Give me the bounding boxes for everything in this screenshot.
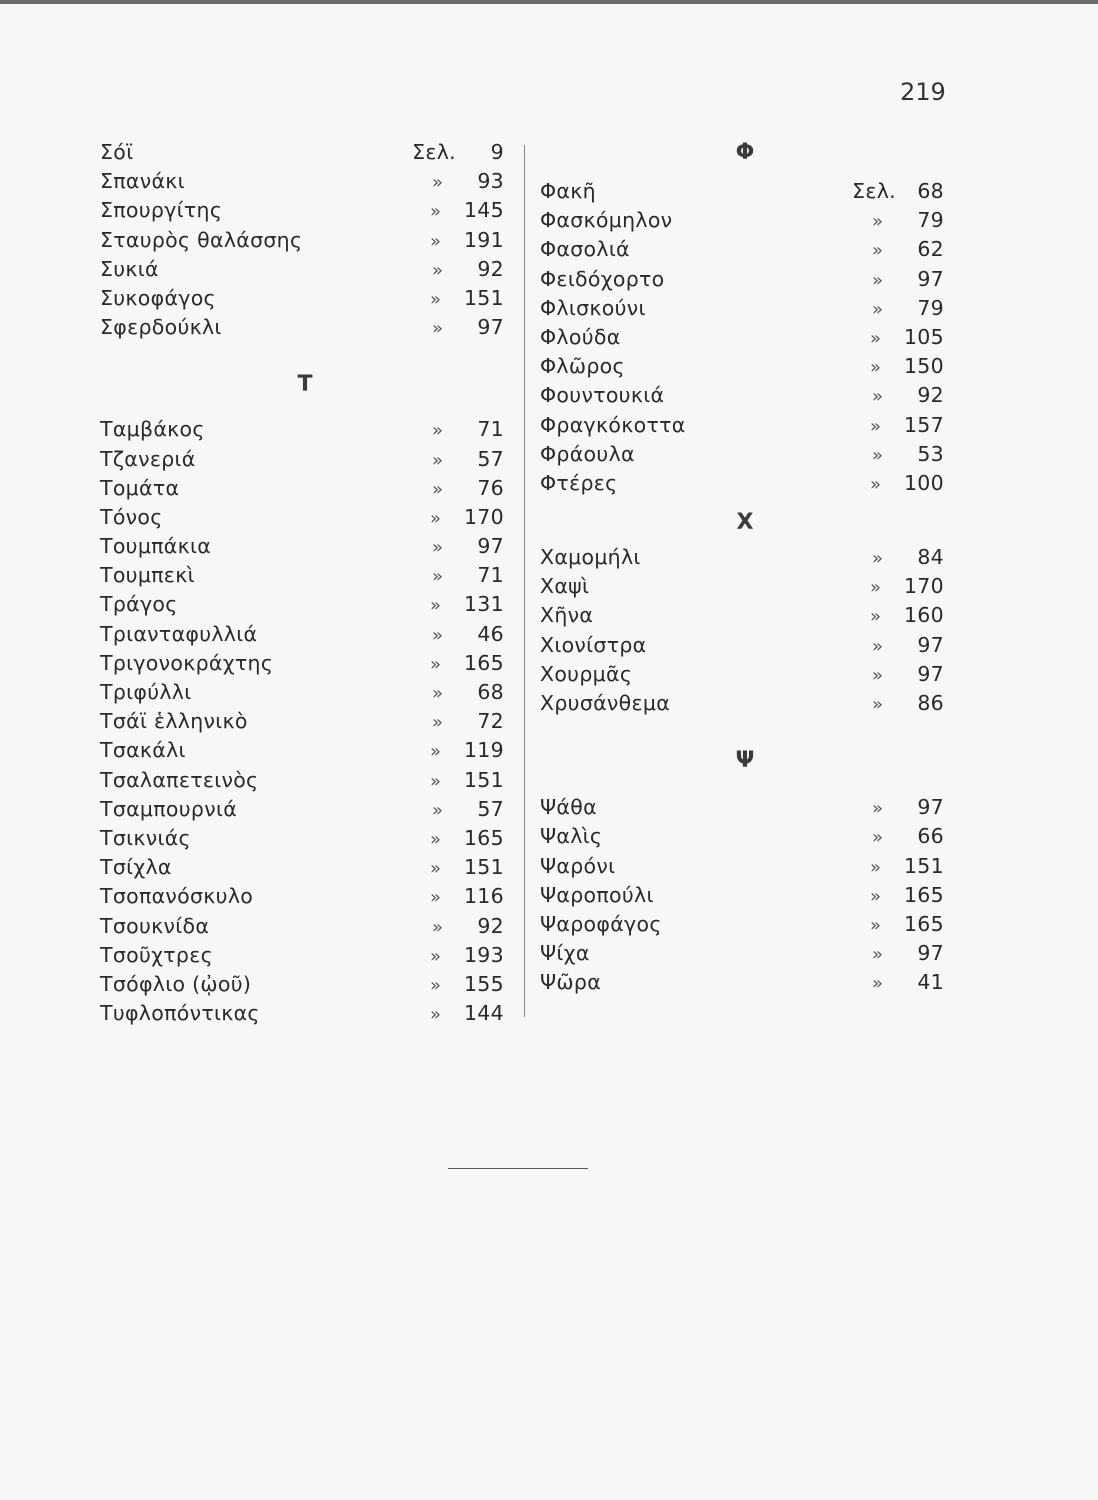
- entry-page-number: 151: [903, 853, 944, 878]
- entry-name: Σόϊ: [100, 140, 134, 164]
- entry-page-number: 160: [903, 603, 944, 628]
- entry-name: Χῆνα: [540, 603, 594, 628]
- entry-ditto-marker: »: [869, 473, 882, 495]
- entry-name: Ψαροπούλι: [540, 882, 654, 907]
- entry-name: Τομάτα: [100, 475, 180, 500]
- index-group-psi: [540, 793, 950, 997]
- index-entry: [540, 206, 950, 235]
- entry-page-number: 68: [477, 680, 504, 704]
- entry-page-ref: [872, 265, 944, 295]
- top-edge-bar: [0, 0, 1098, 4]
- entry-name: Τσοῦχτρες: [100, 942, 213, 967]
- bottom-rule: [448, 1168, 588, 1169]
- entry-ditto-marker: »: [432, 916, 444, 938]
- entry-ditto-marker: »: [429, 741, 442, 763]
- entry-page-number: 71: [477, 563, 504, 588]
- index-entry: [540, 323, 950, 352]
- entry-page-ref: [872, 689, 944, 719]
- entry-page-ref: [430, 226, 504, 256]
- entry-page-number: 57: [477, 446, 504, 471]
- entry-ditto-marker: »: [432, 172, 444, 194]
- page-number: 219: [900, 78, 946, 106]
- entry-page-ref: [870, 910, 944, 940]
- entry-page-number: 150: [903, 354, 944, 379]
- entry-ditto-marker: »: [869, 606, 882, 628]
- entry-ditto-marker: »: [429, 887, 442, 909]
- index-entry: [540, 822, 950, 851]
- index-entry: [100, 736, 510, 765]
- entry-page-number: 46: [477, 621, 504, 646]
- index-group-phi: [540, 177, 950, 498]
- entry-ditto-marker: »: [872, 798, 884, 820]
- index-entry: [100, 255, 510, 284]
- entry-name: Τυφλοπόντικας: [100, 1001, 260, 1026]
- entry-ditto-marker: »: [872, 694, 884, 715]
- entry-ditto-marker: »: [869, 856, 882, 878]
- entry-name: Τράγος: [100, 592, 178, 617]
- entry-page-number: 53: [917, 441, 944, 466]
- entry-ditto-marker: »: [432, 566, 444, 588]
- entry-name: Φλούδα: [540, 324, 621, 349]
- index-entry: [100, 882, 510, 911]
- entry-name: Χουρμᾶς: [540, 661, 633, 686]
- entry-name: Φειδόχορτο: [540, 266, 665, 291]
- entry-page-number: 62: [917, 237, 944, 262]
- entry-page-ref: [870, 411, 944, 441]
- entry-name: Τσόφλιο (ᾠοῦ): [100, 971, 252, 996]
- entry-ditto-marker: »: [429, 653, 442, 675]
- index-entry: [100, 912, 510, 941]
- entry-page-number: 100: [903, 470, 944, 495]
- entry-page-ref: [872, 543, 944, 573]
- entry-page-ref: [432, 445, 504, 475]
- entry-name: Σπανάκι: [100, 169, 185, 194]
- index-entry: [100, 766, 510, 795]
- index-entry: [100, 590, 510, 619]
- index-entry: [100, 167, 510, 196]
- entry-ditto-marker: »: [869, 415, 882, 437]
- index-entry: [100, 196, 510, 225]
- entry-name: Συκιά: [100, 256, 159, 281]
- entry-page-ref: [430, 649, 504, 679]
- entry-ditto-marker: »: [872, 973, 884, 995]
- entry-page-ref: [432, 707, 504, 737]
- entry-name: Τουμπεκὶ: [100, 563, 195, 588]
- entry-name: Τσικνιάς: [100, 825, 191, 850]
- index-entry: [100, 561, 510, 590]
- entry-ditto-marker: »: [432, 449, 444, 471]
- entry-ditto-marker: »: [429, 1004, 442, 1026]
- entry-page-number: 66: [917, 824, 944, 849]
- entry-ditto-marker: »: [432, 712, 444, 734]
- entry-ditto-marker: »: [872, 386, 884, 408]
- entry-name: Σπουργίτης: [100, 198, 223, 223]
- entry-page-number: 116: [463, 884, 504, 909]
- entry-page-number: 97: [917, 941, 944, 966]
- entry-page-ref: [430, 196, 504, 226]
- entry-name: Φασκόμηλον: [540, 208, 673, 233]
- index-entry: [540, 852, 950, 881]
- entry-page-ref: [872, 939, 944, 969]
- entry-name: Φουντουκιά: [540, 383, 665, 408]
- entry-ditto-marker: »: [869, 577, 882, 599]
- entry-page-ref: [430, 824, 504, 854]
- entry-ditto-marker: »: [869, 885, 882, 907]
- entry-name: Φραγκόκοττα: [540, 412, 686, 437]
- entry-name: Τόνος: [100, 504, 163, 529]
- entry-page-number: 84: [917, 545, 944, 570]
- entry-ditto-marker: »: [432, 318, 444, 340]
- entry-page-ref: [432, 313, 504, 343]
- index-entry: [100, 970, 510, 999]
- entry-ditto-marker: »: [869, 357, 882, 379]
- entry-page-ref: [430, 882, 504, 912]
- entry-ditto-marker: »: [429, 945, 442, 967]
- entry-page-number: 41: [917, 970, 944, 995]
- entry-page-ref: [412, 138, 504, 167]
- index-entry: [540, 793, 950, 822]
- entry-page-number: 79: [917, 295, 944, 320]
- entry-page-ref: [870, 852, 944, 882]
- entry-ditto-marker: »: [872, 240, 884, 262]
- entry-name: Σφερδούκλι: [100, 315, 222, 340]
- entry-name: Τουμπάκια: [100, 534, 212, 559]
- entry-page-ref: [872, 294, 944, 324]
- entry-name: Ψαλὶς: [540, 824, 603, 849]
- index-entry: [100, 941, 510, 970]
- entry-page-ref: [872, 660, 944, 690]
- entry-ditto-marker: Σελ.: [412, 140, 456, 164]
- entry-name: Τριγονοκράχτης: [100, 650, 274, 675]
- entry-name: Φλισκούνι: [540, 295, 646, 320]
- entry-page-number: 157: [903, 412, 944, 437]
- index-entry: [540, 440, 950, 469]
- index-entry: [100, 474, 510, 503]
- section-header-chi: Χ: [736, 510, 754, 536]
- entry-name: Ψίχα: [540, 941, 590, 966]
- index-entry: [100, 795, 510, 824]
- entry-page-number: 193: [463, 942, 504, 967]
- entry-name: Φτέρες: [540, 470, 618, 495]
- entry-ditto-marker: »: [872, 635, 884, 657]
- entry-page-number: 57: [477, 796, 504, 821]
- entry-page-ref: [870, 469, 944, 499]
- entry-page-number: 72: [477, 709, 504, 734]
- entry-page-number: 105: [903, 324, 944, 349]
- entry-page-ref: [432, 255, 504, 285]
- entry-page-ref: [432, 561, 504, 591]
- entry-name: Τσοπανόσκυλο: [100, 884, 254, 909]
- entry-name: Τσάϊ ἑλληνικὸ: [100, 709, 248, 734]
- column-divider: [524, 145, 525, 1017]
- index-entry: [540, 660, 950, 689]
- index-entry: [540, 352, 950, 381]
- entry-page-number: 97: [917, 632, 944, 657]
- entry-page-ref: [430, 736, 504, 766]
- index-entry: [540, 631, 950, 660]
- section-header-psi: Ψ: [735, 748, 755, 774]
- entry-page-number: 97: [917, 795, 944, 820]
- index-entry: [540, 177, 950, 206]
- entry-page-number: 151: [463, 285, 504, 310]
- entry-name: Ψάθα: [540, 795, 597, 820]
- entry-page-ref: [852, 177, 944, 206]
- index-entry: [540, 265, 950, 294]
- entry-ditto-marker: »: [429, 201, 442, 223]
- entry-name: Χαμομήλι: [540, 545, 641, 570]
- entry-ditto-marker: »: [429, 858, 442, 880]
- index-entry: [100, 678, 510, 707]
- entry-ditto-marker: »: [872, 444, 884, 466]
- index-entry: [540, 235, 950, 264]
- entry-ditto-marker: »: [432, 478, 444, 500]
- entry-ditto-marker: »: [429, 507, 442, 529]
- entry-name: Τσαμπουρνιά: [100, 796, 238, 821]
- entry-name: Συκοφάγος: [100, 285, 216, 310]
- index-entry: [540, 689, 950, 718]
- entry-name: Χαψὶ: [540, 574, 590, 599]
- entry-name: Τριανταφυλλιά: [100, 621, 258, 646]
- entry-page-number: 145: [463, 198, 504, 223]
- entry-ditto-marker: »: [429, 770, 442, 792]
- entry-page-ref: [432, 167, 504, 197]
- entry-name: Τριφύλλι: [100, 680, 192, 704]
- entry-page-number: 119: [463, 738, 504, 763]
- entry-name: Ψαρόνι: [540, 853, 616, 878]
- entry-ditto-marker: »: [872, 944, 884, 966]
- index-group-sigma: [100, 138, 510, 342]
- entry-page-ref: [872, 968, 944, 998]
- index-entry: [540, 601, 950, 630]
- entry-page-ref: [872, 822, 944, 852]
- entry-page-ref: [430, 766, 504, 796]
- entry-ditto-marker: »: [429, 974, 442, 996]
- index-entry: [100, 999, 510, 1028]
- entry-name: Φλῶρος: [540, 354, 625, 379]
- entry-ditto-marker: »: [432, 683, 444, 704]
- entry-ditto-marker: »: [432, 624, 444, 646]
- index-entry: [100, 532, 510, 561]
- entry-page-ref: [430, 970, 504, 1000]
- index-entry: [100, 649, 510, 678]
- entry-page-number: 151: [463, 767, 504, 792]
- entry-ditto-marker: »: [872, 211, 884, 233]
- entry-page-ref: [430, 590, 504, 620]
- entry-page-number: 165: [463, 650, 504, 675]
- entry-name: Χρυσάνθεμα: [540, 691, 671, 715]
- entry-ditto-marker: »: [429, 595, 442, 617]
- entry-ditto-marker: »: [872, 269, 884, 291]
- entry-page-number: 97: [477, 534, 504, 559]
- entry-page-number: 144: [463, 1001, 504, 1026]
- entry-name: Σταυρὸς θαλάσσης: [100, 227, 303, 252]
- entry-name: Φασολιά: [540, 237, 630, 262]
- entry-name: Τσίχλα: [100, 855, 172, 880]
- index-entry: [100, 445, 510, 474]
- entry-page-ref: [432, 474, 504, 504]
- entry-page-number: 165: [463, 825, 504, 850]
- entry-page-ref: [432, 415, 504, 445]
- index-entry: [100, 138, 510, 167]
- entry-name: Τζανεριά: [100, 446, 196, 471]
- entry-page-number: 151: [463, 855, 504, 880]
- index-group-tau: [100, 415, 510, 1028]
- entry-ditto-marker: »: [869, 327, 882, 349]
- entry-page-number: 170: [463, 504, 504, 529]
- entry-page-number: 155: [463, 971, 504, 996]
- entry-page-ref: [870, 352, 944, 382]
- entry-ditto-marker: »: [432, 420, 444, 442]
- entry-page-number: 165: [903, 911, 944, 936]
- entry-page-number: 97: [917, 266, 944, 291]
- entry-page-ref: [872, 235, 944, 265]
- index-entry: [100, 824, 510, 853]
- entry-page-ref: [870, 323, 944, 353]
- index-entry: [540, 294, 950, 323]
- index-entry: [100, 226, 510, 255]
- index-entry: [100, 284, 510, 313]
- index-entry: [540, 910, 950, 939]
- section-header-tau: Τ: [297, 372, 313, 398]
- entry-page-number: 97: [477, 315, 504, 340]
- entry-page-ref: [872, 381, 944, 411]
- entry-ditto-marker: »: [429, 288, 442, 310]
- index-entry: [540, 881, 950, 910]
- index-entry: [100, 503, 510, 532]
- entry-page-ref: [872, 631, 944, 661]
- index-column-left: [100, 138, 510, 1028]
- index-entry: [100, 313, 510, 342]
- entry-ditto-marker: »: [872, 664, 884, 686]
- index-entry: [540, 469, 950, 498]
- entry-page-ref: [430, 999, 504, 1029]
- entry-page-ref: [430, 853, 504, 883]
- index-entry: [540, 939, 950, 968]
- entry-page-ref: [870, 572, 944, 602]
- entry-name: Χιονίστρα: [540, 632, 647, 657]
- entry-ditto-marker: »: [872, 298, 884, 320]
- entry-name: Τσαλαπετεινὸς: [100, 767, 259, 792]
- index-entry: [100, 620, 510, 649]
- entry-ditto-marker: »: [429, 828, 442, 850]
- index-entry: [100, 415, 510, 444]
- entry-ditto-marker: »: [432, 799, 444, 821]
- entry-page-number: 191: [463, 227, 504, 252]
- entry-ditto-marker: »: [432, 537, 444, 559]
- entry-page-ref: [870, 601, 944, 631]
- entry-page-number: 71: [477, 417, 504, 442]
- entry-page-number: 76: [477, 475, 504, 500]
- entry-page-ref: [430, 284, 504, 314]
- entry-page-number: 165: [903, 882, 944, 907]
- entry-ditto-marker: »: [869, 914, 882, 936]
- entry-page-ref: [430, 941, 504, 971]
- entry-name: Φράουλα: [540, 441, 635, 466]
- entry-page-number: 92: [477, 256, 504, 281]
- entry-page-number: 9: [490, 140, 504, 164]
- entry-page-ref: [432, 912, 504, 942]
- index-entry: [540, 411, 950, 440]
- entry-page-ref: [872, 440, 944, 470]
- entry-page-number: 170: [903, 574, 944, 599]
- index-entry: [100, 853, 510, 882]
- entry-page-ref: [872, 793, 944, 823]
- index-entry: [540, 572, 950, 601]
- index-column-right: [540, 138, 950, 998]
- entry-page-number: 86: [917, 691, 944, 715]
- entry-page-ref: [430, 503, 504, 533]
- entry-name: Ψῶρα: [540, 970, 602, 995]
- entry-ditto-marker: »: [872, 548, 884, 570]
- index-entry: [540, 543, 950, 572]
- section-header-phi: Φ: [735, 140, 755, 165]
- entry-page-ref: [870, 881, 944, 911]
- entry-page-number: 68: [917, 179, 944, 203]
- entry-ditto-marker: »: [872, 827, 884, 849]
- entry-page-ref: [432, 620, 504, 650]
- entry-page-number: 92: [477, 913, 504, 938]
- entry-page-ref: [432, 678, 504, 708]
- entry-page-number: 92: [917, 383, 944, 408]
- index-entry: [540, 968, 950, 997]
- entry-ditto-marker: »: [429, 230, 442, 252]
- entry-name: Τσακάλι: [100, 738, 186, 763]
- entry-page-ref: [872, 206, 944, 236]
- entry-ditto-marker: Σελ.: [852, 179, 896, 203]
- entry-page-ref: [432, 532, 504, 562]
- entry-page-number: 97: [917, 661, 944, 686]
- entry-ditto-marker: »: [432, 259, 444, 281]
- index-entry: [540, 381, 950, 410]
- entry-page-ref: [432, 795, 504, 825]
- entry-name: Φακῆ: [540, 179, 596, 203]
- index-group-chi: [540, 543, 950, 718]
- index-entry: [100, 707, 510, 736]
- entry-name: Ταμβάκος: [100, 417, 205, 442]
- entry-name: Τσουκνίδα: [100, 913, 210, 938]
- entry-page-number: 131: [463, 592, 504, 617]
- entry-page-number: 79: [917, 208, 944, 233]
- entry-name: Ψαροφάγος: [540, 911, 662, 936]
- entry-page-number: 93: [477, 169, 504, 194]
